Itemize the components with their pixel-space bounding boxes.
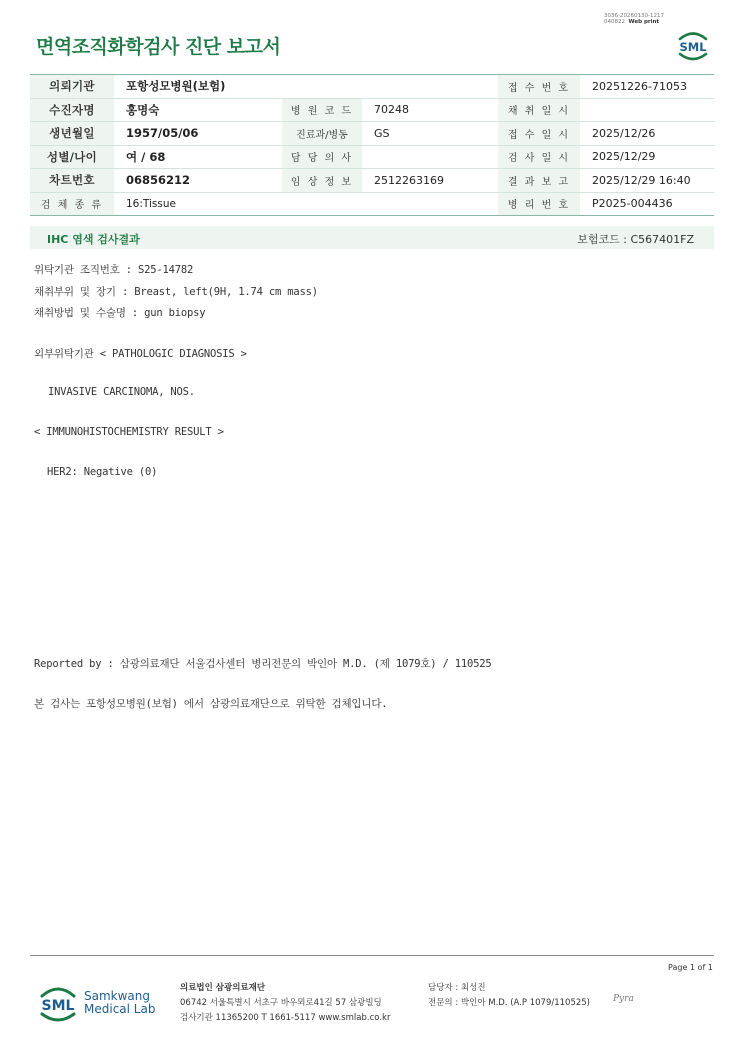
- value-receipt-no: 20251226-71053: [580, 75, 714, 99]
- label-collect-date: 채 취 일 시: [498, 98, 580, 122]
- report-title: 면역조직화학검사 진단 보고서: [36, 36, 281, 58]
- print-code-line2: 040822: [604, 19, 625, 25]
- label-clinical-info: 임 상 정 보: [282, 169, 362, 193]
- value-request-org: 포항성모병원(보험): [114, 75, 498, 99]
- reported-by-line: Reported by : 삼광의료재단 서울검사센터 병리전문의 박인아 M.D. (제 1079호) / 110525: [34, 658, 492, 670]
- ihc-title: IHC 염색 검사결과: [47, 233, 140, 246]
- table-row: [30, 169, 714, 193]
- label-birth-date: 생년월일: [30, 122, 114, 146]
- print-code-line1: 3036-20260130-1217: [604, 13, 664, 19]
- tissue-number-line: 위탁기관 조직번호 : S25-14782: [34, 264, 194, 276]
- insurance-code: 보험코드 : C567401FZ: [577, 233, 694, 246]
- value-hospital-code: 70248: [362, 98, 498, 122]
- web-print-tag: Web print: [628, 19, 660, 25]
- diagnosis-text: INVASIVE CARCINOMA, NOS.: [48, 386, 195, 398]
- table-row: [30, 75, 714, 99]
- pathologic-diagnosis-heading: 외부위탁기관 < PATHOLOGIC DIAGNOSIS >: [34, 348, 247, 360]
- print-code: [604, 13, 664, 25]
- lab-name-line1: Samkwang: [84, 989, 150, 1003]
- footer-org-info: [180, 981, 390, 1026]
- label-exam-date: 검 사 일 시: [498, 145, 580, 169]
- logo-text: SML: [679, 40, 707, 54]
- label-report-date: 결 과 보 고: [498, 169, 580, 193]
- value-pathology-no: P2025-004436: [580, 192, 714, 216]
- value-exam-date: 2025/12/29: [580, 145, 714, 169]
- signature: Pyra: [613, 994, 634, 1004]
- footer-staff-info: [428, 981, 590, 1011]
- org-contact: 검사기관 11365200 T 1661-5117 www.smlab.co.kr: [180, 1013, 391, 1023]
- org-name: 의료법인 삼광의료재단: [180, 983, 266, 993]
- label-receipt-date: 접 수 일 시: [498, 122, 580, 146]
- value-department: GS: [362, 122, 498, 146]
- referral-note: 본 검사는 포항성모병원(보험) 에서 삼광의료재단으로 위탁한 검체입니다.: [34, 698, 388, 710]
- patient-info-table: [30, 74, 714, 216]
- label-doctor: 담 당 의 사: [282, 145, 362, 169]
- label-chart-no: 차트번호: [30, 169, 114, 193]
- lab-name-line2: Medical Lab: [84, 1002, 156, 1016]
- collection-site-line: 채취부위 및 장기 : Breast, left(9H, 1.74 cm mass): [34, 286, 318, 298]
- footer-sml-logo: [36, 980, 80, 1026]
- value-collect-date: [580, 98, 714, 122]
- sml-logo: [675, 26, 711, 64]
- label-sex-age: 성별/나이: [30, 145, 114, 169]
- value-clinical-info: 2512263169: [362, 169, 498, 193]
- label-hospital-code: 병 원 코 드: [282, 98, 362, 122]
- org-address: 06742 서울특별시 서초구 바우뫼로41길 57 삼광빌딩: [180, 998, 382, 1008]
- staff-name: 담당자 : 최성진: [428, 983, 486, 993]
- value-patient-name: 홍명숙: [114, 98, 282, 122]
- ihc-section-header: [30, 226, 714, 249]
- value-chart-no: 06856212: [114, 169, 282, 193]
- label-department: 진료과/병동: [282, 122, 362, 146]
- value-sex-age: 여 / 68: [114, 145, 282, 169]
- table-row: [30, 192, 714, 216]
- page-number: Page 1 of 1: [668, 963, 713, 972]
- collection-method-line: 채취방법 및 수술명 : gun biopsy: [34, 307, 206, 319]
- value-birth-date: 1957/05/06: [114, 122, 282, 146]
- ihc-result-heading: < IMMUNOHISTOCHEMISTRY RESULT >: [34, 426, 224, 438]
- footer-divider: [30, 955, 714, 956]
- specialist-name: 전문의 : 박인아 M.D. (A.P 1079/110525): [428, 998, 590, 1008]
- label-specimen-type: 검 체 종 류: [30, 192, 114, 216]
- her2-result: HER2: Negative (0): [47, 466, 158, 478]
- footer-logo-text: SML: [41, 998, 75, 1014]
- table-row: [30, 145, 714, 169]
- label-receipt-no: 접 수 번 호: [498, 75, 580, 99]
- label-pathology-no: 병 리 번 호: [498, 192, 580, 216]
- label-request-org: 의뢰기관: [30, 75, 114, 99]
- value-report-date: 2025/12/29 16:40: [580, 169, 714, 193]
- value-receipt-date: 2025/12/26: [580, 122, 714, 146]
- footer-lab-name: [84, 990, 155, 1016]
- value-specimen-type: 16:Tissue: [114, 192, 498, 216]
- table-row: [30, 122, 714, 146]
- value-doctor: [362, 145, 498, 169]
- table-row: [30, 98, 714, 122]
- label-patient-name: 수진자명: [30, 98, 114, 122]
